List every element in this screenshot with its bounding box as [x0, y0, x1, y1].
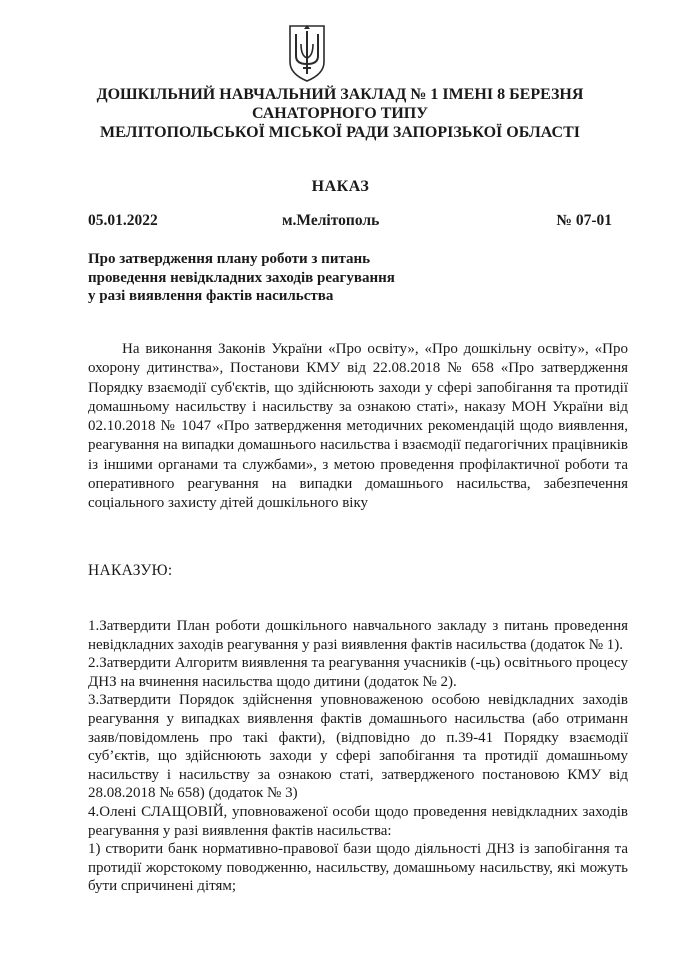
organization-line-3: МЕЛІТОПОЛЬСЬКОЇ МІСЬКОЇ РАДИ ЗАПОРІЗЬКОЇ ОБЛАСТІ [99, 124, 581, 141]
document-type: НАКАЗ [311, 178, 370, 195]
order-item: 2.Затвердити Алгоритм виявлення та реагування учасників (-ць) освітнього процесу ДНЗ на вчинення насильства щодо дитини (додаток № 2). [88, 655, 628, 690]
preamble-paragraph: На виконання Законів України «Про освіту», «Про дошкільну освіту», «Про охорону дитинства», Постанови КМУ від 22.08.2018 № 658 «Про затвердження Порядку взаємодії суб'єктів, що здійснюють заходи у сфері запобігання та протидії домашньому насильству і насильству за ознакою статі», наказу МОН України від 02.10.2018 № 1047 «Про затвердження методичних рекомендацій щодо виявлення, реагування на випадки домашнього насильства і взаємодії педагогічних працівників із іншими органами та службами», з метою проведення профілактичної роботи та оперативного реагування на випадки домашнього насильства, забезпечення соціального захисту дітей дошкільного віку [88, 341, 628, 512]
order-item: 1) створити банк нормативно-правової бази щодо діяльності ДНЗ із запобігання та протидії жорстокому поводженню, насильству, домашньому насильству, які можуть бути спричинені дітям; [88, 841, 628, 895]
subject-line-1: Про затвердження плану роботи з питань [88, 251, 371, 267]
order-items [88, 617, 628, 896]
organization-header [60, 85, 620, 142]
order-subject [88, 250, 468, 306]
organization-line-2: САНАТОРНОГО ТИПУ [251, 105, 428, 122]
order-item: 4.Олені СЛАЩОВІЙ, уповноваженої особи щодо проведення невідкладних заходів реагування у разі виявлення фактів насильства: [88, 803, 628, 839]
document-city: м.Мелітополь [282, 212, 380, 229]
document-number: № 07-01 [556, 212, 612, 229]
order-item: 3.Затвердити Порядок здійснення уповноваженою особою невідкладних заходів реагування у випадках виявлення фактів домашнього насильства (або отриманн заяв/повідомлень про такі факти), (відповідно до п.39-41 Порядку взаємодії суб’єктів, що здійснюють заходи у сфері запобігання та протидії домашньому насильству і насильству за ознакою статі, затвердженого постановою КМУ від 28.08.2018 № 658) (додаток № 3) [88, 692, 628, 802]
order-heading: НАКАЗУЮ: [88, 562, 173, 579]
trident-icon [287, 22, 327, 84]
organization-line-1: ДОШКІЛЬНИЙ НАВЧАЛЬНИЙ ЗАКЛАД № 1 ІМЕНІ 8 БЕРЕЗНЯ [96, 86, 584, 103]
order-item: 1.Затвердити План роботи дошкільного навчального закладу з питань проведення невідкладних заходів реагування у разі виявлення фактів насильства (додаток № 1). [88, 618, 628, 653]
subject-line-2: проведення невідкладних заходів реагування [88, 269, 395, 286]
subject-line-3: у разі виявлення фактів насильства [88, 288, 334, 304]
document-date: 05.01.2022 [88, 212, 158, 229]
document-meta [88, 212, 612, 232]
